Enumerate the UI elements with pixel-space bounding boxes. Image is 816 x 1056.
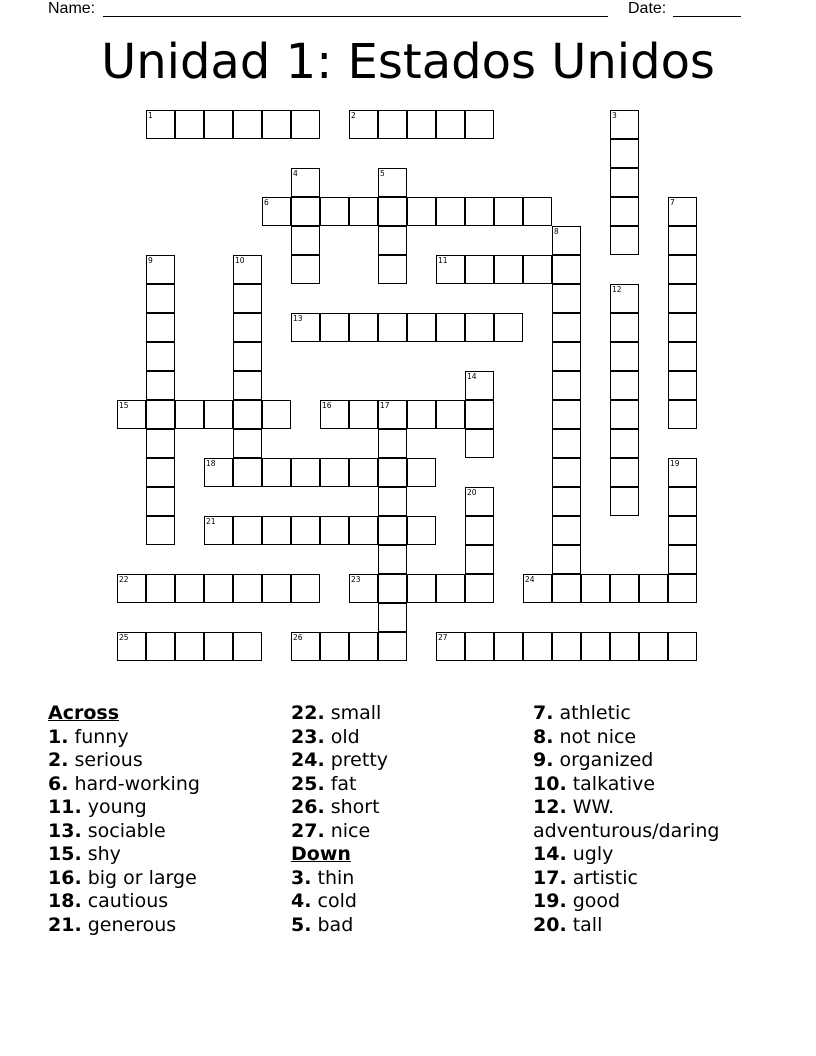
clue-number: 23.: [291, 725, 325, 748]
grid-cell[interactable]: [233, 400, 262, 429]
clue-item: [533, 890, 773, 914]
clue-text: shy: [87, 843, 121, 865]
grid-cell[interactable]: [668, 226, 697, 255]
cell-number: 14: [467, 372, 477, 381]
grid-cell[interactable]: [610, 632, 639, 661]
clue-item: [533, 796, 773, 820]
clue-item: [291, 702, 531, 726]
clue-number: 3.: [291, 866, 312, 889]
grid-cell[interactable]: [233, 313, 262, 342]
clue-number: 25.: [291, 772, 325, 795]
grid-cell[interactable]: [349, 313, 378, 342]
grid-cell[interactable]: [668, 574, 697, 603]
cell-number: 7: [670, 198, 675, 207]
grid-cell[interactable]: [436, 197, 465, 226]
grid-cell[interactable]: [204, 574, 233, 603]
clue-text: generous: [87, 913, 177, 936]
grid-cell[interactable]: [610, 226, 639, 255]
grid-cell[interactable]: [668, 342, 697, 371]
cell-number: 11: [438, 256, 448, 265]
cell-number: 10: [235, 256, 245, 265]
grid-cell[interactable]: [494, 197, 523, 226]
clue-text: serious: [74, 749, 143, 771]
grid-cell[interactable]: [291, 197, 320, 226]
grid-cell[interactable]: [523, 632, 552, 661]
cell-number: 17: [380, 401, 390, 410]
clue-item: [291, 796, 531, 820]
clue-text: small: [330, 702, 382, 724]
grid-cell[interactable]: [175, 574, 204, 603]
grid-cell[interactable]: [610, 313, 639, 342]
cell-number: 9: [148, 256, 153, 265]
grid-cell[interactable]: [494, 313, 523, 342]
grid-cell[interactable]: [436, 574, 465, 603]
clue-text-continued: adventurous/daring: [533, 819, 720, 842]
cell-number: 22: [119, 575, 129, 584]
clue-text: young: [87, 796, 147, 818]
clue-item: [48, 820, 288, 844]
clue-number: 19.: [533, 890, 567, 912]
clue-text: old: [330, 725, 360, 748]
grid-cell[interactable]: [146, 371, 175, 400]
clue-item: [48, 890, 288, 914]
clue-number: 26.: [291, 796, 325, 818]
clue-text: tall: [572, 913, 603, 936]
cell-number: 12: [612, 285, 622, 294]
clue-number: 17.: [533, 866, 567, 889]
clue-item: [48, 796, 288, 820]
clue-column-2: [291, 702, 531, 937]
grid-cell[interactable]: [233, 429, 262, 458]
grid-cell[interactable]: [668, 313, 697, 342]
grid-cell[interactable]: [436, 400, 465, 429]
cell-number: 6: [264, 198, 269, 207]
grid-cell[interactable]: [262, 516, 291, 545]
clue-item: [48, 726, 288, 750]
grid-cell[interactable]: [407, 400, 436, 429]
cell-number: 25: [119, 633, 129, 642]
grid-cell[interactable]: [291, 574, 320, 603]
grid-cell[interactable]: [552, 400, 581, 429]
clue-number: 15.: [48, 843, 82, 865]
grid-cell[interactable]: [378, 632, 407, 661]
clue-number: 24.: [291, 749, 325, 771]
grid-cell[interactable]: [378, 603, 407, 632]
page-title: Unidad 1: Estados Unidos: [101, 34, 715, 90]
grid-cell[interactable]: [523, 197, 552, 226]
grid-cell[interactable]: [465, 400, 494, 429]
grid-cell[interactable]: [668, 632, 697, 661]
grid-cell[interactable]: [146, 574, 175, 603]
clue-number: 1.: [48, 725, 69, 748]
grid-cell[interactable]: [436, 313, 465, 342]
grid-cell[interactable]: [233, 110, 262, 139]
grid-cell[interactable]: [610, 371, 639, 400]
cell-number: 13: [293, 314, 303, 323]
grid-cell[interactable]: [552, 545, 581, 574]
grid-cell[interactable]: [175, 110, 204, 139]
grid-cell[interactable]: [668, 400, 697, 429]
cell-number: 4: [293, 169, 298, 178]
name-label: Name:: [48, 0, 96, 17]
grid-cell[interactable]: [610, 400, 639, 429]
clue-text: not nice: [559, 725, 637, 748]
clue-item: [291, 749, 531, 773]
grid-cell[interactable]: [465, 197, 494, 226]
clue-text: athletic: [559, 702, 631, 724]
grid-cell[interactable]: [610, 487, 639, 516]
grid-cell[interactable]: [146, 458, 175, 487]
cell-number: 5: [380, 169, 385, 178]
grid-cell[interactable]: [668, 516, 697, 545]
clue-heading: Across: [48, 702, 120, 724]
clue-item: [291, 867, 531, 891]
grid-cell[interactable]: [204, 110, 233, 139]
grid-cell[interactable]: [610, 429, 639, 458]
clue-text: nice: [330, 819, 371, 842]
clue-item: [48, 749, 288, 773]
grid-cell[interactable]: [291, 226, 320, 255]
grid-cell[interactable]: [668, 255, 697, 284]
grid-cell[interactable]: [146, 400, 175, 429]
cell-number: 2: [351, 111, 356, 120]
clue-item: [533, 914, 773, 938]
grid-cell[interactable]: [378, 313, 407, 342]
clue-item: [48, 914, 288, 938]
clue-text: short: [330, 796, 380, 818]
clue-column-1: [48, 702, 288, 937]
grid-cell[interactable]: [378, 226, 407, 255]
grid-cell[interactable]: [291, 516, 320, 545]
grid-cell[interactable]: [378, 429, 407, 458]
grid-cell[interactable]: [465, 110, 494, 139]
grid-cell[interactable]: [378, 574, 407, 603]
grid-cell[interactable]: [378, 458, 407, 487]
cell-number: 27: [438, 633, 448, 642]
grid-cell[interactable]: [407, 458, 436, 487]
grid-cell[interactable]: [320, 516, 349, 545]
grid-cell[interactable]: [378, 516, 407, 545]
clue-column-3: [533, 702, 773, 937]
grid-cell[interactable]: [465, 574, 494, 603]
grid-cell[interactable]: [146, 284, 175, 313]
grid-cell[interactable]: [320, 458, 349, 487]
grid-cell[interactable]: [465, 545, 494, 574]
grid-cell[interactable]: [146, 516, 175, 545]
grid-cell[interactable]: [146, 632, 175, 661]
clue-text: big or large: [87, 866, 197, 889]
grid-cell[interactable]: [668, 284, 697, 313]
clue-number: 9.: [533, 749, 554, 771]
clue-text: thin: [317, 866, 355, 889]
grid-cell[interactable]: [407, 574, 436, 603]
cell-number: 18: [206, 459, 216, 468]
grid-cell[interactable]: [349, 400, 378, 429]
cell-number: 21: [206, 517, 216, 526]
grid-cell[interactable]: [320, 632, 349, 661]
grid-cell[interactable]: [581, 574, 610, 603]
clue-heading: Down: [291, 843, 351, 865]
grid-cell[interactable]: [204, 632, 233, 661]
grid-cell[interactable]: [552, 255, 581, 284]
grid-cell[interactable]: [291, 458, 320, 487]
grid-cell[interactable]: [175, 632, 204, 661]
grid-cell[interactable]: [262, 110, 291, 139]
clue-number: 14.: [533, 843, 567, 865]
grid-cell[interactable]: [465, 313, 494, 342]
grid-cell[interactable]: [320, 197, 349, 226]
grid-cell[interactable]: [146, 429, 175, 458]
date-label: Date:: [628, 0, 667, 17]
grid-cell[interactable]: [349, 632, 378, 661]
grid-cell[interactable]: [175, 400, 204, 429]
clue-number: 7.: [533, 702, 554, 724]
grid-cell[interactable]: [610, 168, 639, 197]
grid-cell[interactable]: [233, 284, 262, 313]
clue-number: 20.: [533, 913, 567, 936]
grid-cell[interactable]: [378, 197, 407, 226]
grid-cell[interactable]: [552, 516, 581, 545]
clue-number: 22.: [291, 702, 325, 724]
clue-item: [291, 820, 531, 844]
grid-cell[interactable]: [465, 632, 494, 661]
grid-cell[interactable]: [204, 400, 233, 429]
clue-item: [533, 867, 773, 891]
grid-cell[interactable]: [407, 516, 436, 545]
clue-item: [48, 773, 288, 797]
grid-cell[interactable]: [581, 632, 610, 661]
grid-cell[interactable]: [523, 255, 552, 284]
clue-text: ugly: [572, 843, 614, 865]
grid-cell[interactable]: [552, 487, 581, 516]
grid-cell[interactable]: [668, 545, 697, 574]
clue-number: 8.: [533, 725, 554, 748]
clue-number: 16.: [48, 866, 82, 889]
clue-text: sociable: [87, 819, 166, 842]
grid-cell[interactable]: [552, 371, 581, 400]
clue-item: [533, 773, 773, 797]
clue-text: funny: [74, 725, 129, 748]
grid-cell[interactable]: [233, 574, 262, 603]
grid-cell[interactable]: [494, 255, 523, 284]
clue-text: cautious: [87, 890, 169, 912]
grid-cell[interactable]: [552, 429, 581, 458]
grid-cell[interactable]: [610, 139, 639, 168]
grid-cell[interactable]: [494, 632, 523, 661]
cell-number: 19: [670, 459, 680, 468]
clue-text: good: [572, 890, 621, 912]
grid-cell[interactable]: [610, 574, 639, 603]
grid-cell[interactable]: [320, 313, 349, 342]
clue-text: bad: [317, 913, 354, 936]
cell-number: 15: [119, 401, 129, 410]
grid-cell[interactable]: [407, 110, 436, 139]
cell-number: 24: [525, 575, 535, 584]
grid-cell[interactable]: [465, 516, 494, 545]
clue-text: hard-working: [74, 772, 200, 795]
grid-cell[interactable]: [378, 110, 407, 139]
grid-cell[interactable]: [378, 255, 407, 284]
cell-number: 20: [467, 488, 477, 497]
clue-number: 18.: [48, 890, 82, 912]
clue-text: artistic: [572, 866, 638, 889]
clue-item: [533, 749, 773, 773]
grid-cell[interactable]: [233, 371, 262, 400]
cell-number: 1: [148, 111, 153, 120]
cell-number: 3: [612, 111, 617, 120]
grid-cell[interactable]: [552, 458, 581, 487]
grid-cell[interactable]: [349, 516, 378, 545]
grid-cell[interactable]: [378, 545, 407, 574]
grid-cell[interactable]: [552, 342, 581, 371]
clue-text: cold: [317, 890, 357, 912]
clue-number: 2.: [48, 749, 69, 771]
grid-cell[interactable]: [668, 371, 697, 400]
cell-number: 16: [322, 401, 332, 410]
grid-cell[interactable]: [262, 458, 291, 487]
cell-number: 8: [554, 227, 559, 236]
grid-cell[interactable]: [233, 342, 262, 371]
clue-item: [533, 702, 773, 726]
grid-cell[interactable]: [146, 342, 175, 371]
clue-text: WW.: [572, 796, 615, 818]
grid-cell[interactable]: [552, 284, 581, 313]
grid-cell[interactable]: [552, 574, 581, 603]
clue-number: 21.: [48, 913, 82, 936]
clue-item: [48, 867, 288, 891]
clue-number: 11.: [48, 796, 82, 818]
grid-cell[interactable]: [465, 255, 494, 284]
clue-item: [48, 843, 288, 867]
grid-cell[interactable]: [407, 197, 436, 226]
grid-cell[interactable]: [610, 342, 639, 371]
grid-cell[interactable]: [639, 574, 668, 603]
clue-number: 4.: [291, 890, 312, 912]
cell-number: 26: [293, 633, 303, 642]
clue-item: [291, 773, 531, 797]
grid-cell[interactable]: [436, 110, 465, 139]
grid-cell[interactable]: [233, 458, 262, 487]
clue-number: 12.: [533, 796, 567, 818]
cell-number: 23: [351, 575, 361, 584]
grid-cell[interactable]: [146, 487, 175, 516]
clue-item: [291, 890, 531, 914]
grid-cell[interactable]: [610, 458, 639, 487]
clue-text: pretty: [330, 749, 389, 771]
clue-text: fat: [330, 772, 357, 795]
clue-number: 13.: [48, 819, 82, 842]
grid-cell[interactable]: [262, 574, 291, 603]
clue-text: organized: [559, 749, 654, 771]
grid-cell[interactable]: [552, 313, 581, 342]
clue-number: 27.: [291, 819, 325, 842]
clue-number: 10.: [533, 772, 567, 795]
grid-cell[interactable]: [349, 458, 378, 487]
grid-cell[interactable]: [378, 487, 407, 516]
clue-number: 5.: [291, 913, 312, 936]
grid-cell[interactable]: [668, 487, 697, 516]
clue-number: 6.: [48, 772, 69, 795]
clue-item: [291, 726, 531, 750]
grid-cell[interactable]: [639, 632, 668, 661]
grid-cell[interactable]: [262, 400, 291, 429]
clue-item: [533, 726, 773, 750]
grid-cell[interactable]: [407, 313, 436, 342]
clue-item: [533, 843, 773, 867]
clue-text: talkative: [572, 772, 656, 795]
grid-cell[interactable]: [349, 197, 378, 226]
grid-cell[interactable]: [291, 110, 320, 139]
grid-cell[interactable]: [233, 516, 262, 545]
clue-item: [291, 914, 531, 938]
grid-cell[interactable]: [610, 197, 639, 226]
grid-cell[interactable]: [465, 429, 494, 458]
grid-cell[interactable]: [291, 255, 320, 284]
grid-cell[interactable]: [146, 313, 175, 342]
grid-cell[interactable]: [552, 632, 581, 661]
grid-cell[interactable]: [233, 632, 262, 661]
